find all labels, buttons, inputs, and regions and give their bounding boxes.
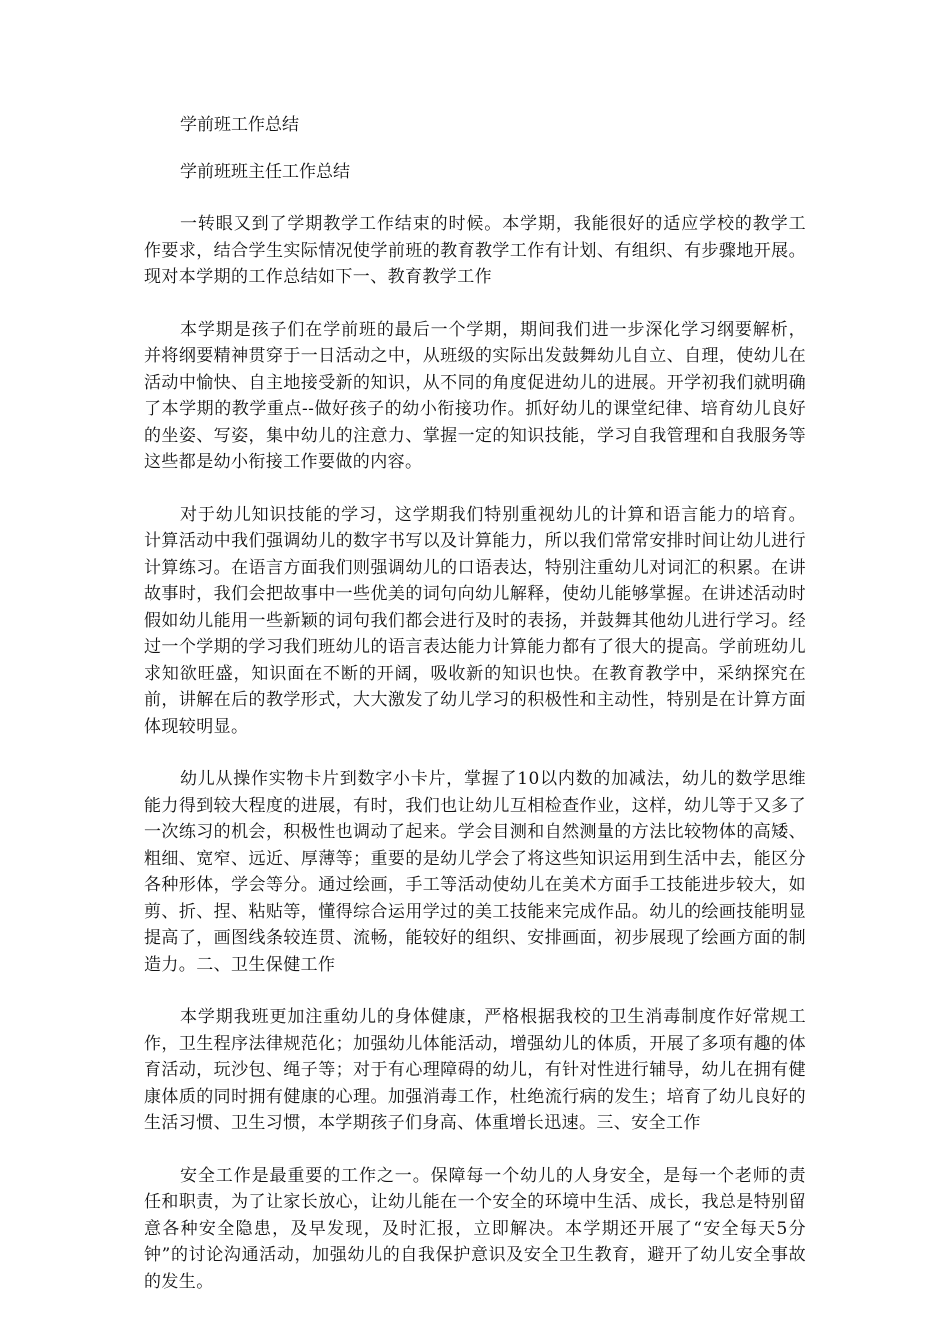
paragraph-intro: 一转眼又到了学期教学工作结束的时候。本学期，我能很好的适应学校的教学工作要求，结合学生实际情况使学前班的教育教学工作有计划、有组织、有步骤地开展。现对本学期的工作总结如下一、教育教学工作 [144,214,806,287]
paragraph-safety: 安全工作是最重要的工作之一。保障每一个幼儿的人身安全，是每一个老师的责任和职责，为了让家长放心，让幼儿能在一个安全的环境中生活、成长，我总是特别留意各种安全隐患，及早发现，及时汇报，立即解决。本学期还开展了“安全每天5分钟”的讨论沟通活动，加强幼儿的自我保护意识及安全卫生教育，避开了幼儿安全事故的发生。 [144,1165,806,1292]
paragraph-math-art: 幼儿从操作实物卡片到数字小卡片，掌握了10以内数的加减法，幼儿的数学思维能力得到较大程度的进展，有时，我们也让幼儿互相检查作业，这样，幼儿等于又多了一次练习的机会，积极性也调动了起来。学会目测和自然测量的方法比较物体的高矮、粗细、宽窄、远近、厚薄等；重要的是幼儿学会了将这些知识运用到生活中去，能区分各种形体，学会等分。通过绘画，手工等活动使幼儿在美术方面手工技能进步较大，如剪、折、捏、粘贴等，懂得综合运用学过的美工技能来完成作品。幼儿的绘画技能明显提高了，画图线条较连贯、流畅，能较好的组织、安排画面，初步展现了绘画方面的制造力。二、卫生保健工作 [144,769,806,975]
document-body [144,112,806,1321]
paragraph-teaching-focus: 本学期是孩子们在学前班的最后一个学期，期间我们进一步深化学习纲要解析，并将纲要精神贯穿于一日活动之中，从班级的实际出发鼓舞幼儿自立、自理，使幼儿在活动中愉快、自主地接受新的知识，从不同的角度促进幼儿的进展。开学初我们就明确了本学期的教学重点--做好孩子的幼小衔接功作。抓好幼儿的课堂纪律、培育幼儿良好的坐姿、写姿，集中幼儿的注意力、掌握一定的知识技能，学习自我管理和自我服务等这些都是幼小衔接工作要做的内容。 [144,319,806,472]
paragraph-knowledge-skills: 对于幼儿知识技能的学习，这学期我们特别重视幼儿的计算和语言能力的培育。计算活动中我们强调幼儿的数字书写以及计算能力，所以我们常常安排时间让幼儿进行计算练习。在语言方面我们则强调幼儿的口语表达，特别注重幼儿对词汇的积累。在讲故事时，我们会把故事中一些优美的词句向幼儿解释，使幼儿能够掌握。在讲述活动时假如幼儿能用一些新颖的词句我们都会进行及时的表扬，并鼓舞其他幼儿进行学习。经过一个学期的学习我们班幼儿的语言表达能力计算能力都有了很大的提高。学前班幼儿求知欲旺盛，知识面在不断的开阔，吸收新的知识也快。在教育教学中，采纳探究在前，讲解在后的教学形式，大大激发了幼儿学习的积极性和主动性，特别是在计算方面体现较明显。 [144,504,806,737]
paragraph-health-care: 本学期我班更加注重幼儿的身体健康，严格根据我校的卫生消毒制度作好常规工作，卫生程序法律规范化；加强幼儿体能活动，增强幼儿的体质，开展了多项有趣的体育活动，玩沙包、绳子等；对于有心理障碍的幼儿，有针对性进行辅导，幼儿在拥有健康体质的同时拥有健康的心理。加强消毒工作，杜绝流行病的发生；培育了幼儿良好的生活习惯、卫生习惯，本学期孩子们身高、体重增长迅速。三、安全工作 [144,1007,806,1133]
document-subtitle: 学前班班主任工作总结 [180,161,350,182]
document-title: 学前班工作总结 [180,115,299,135]
